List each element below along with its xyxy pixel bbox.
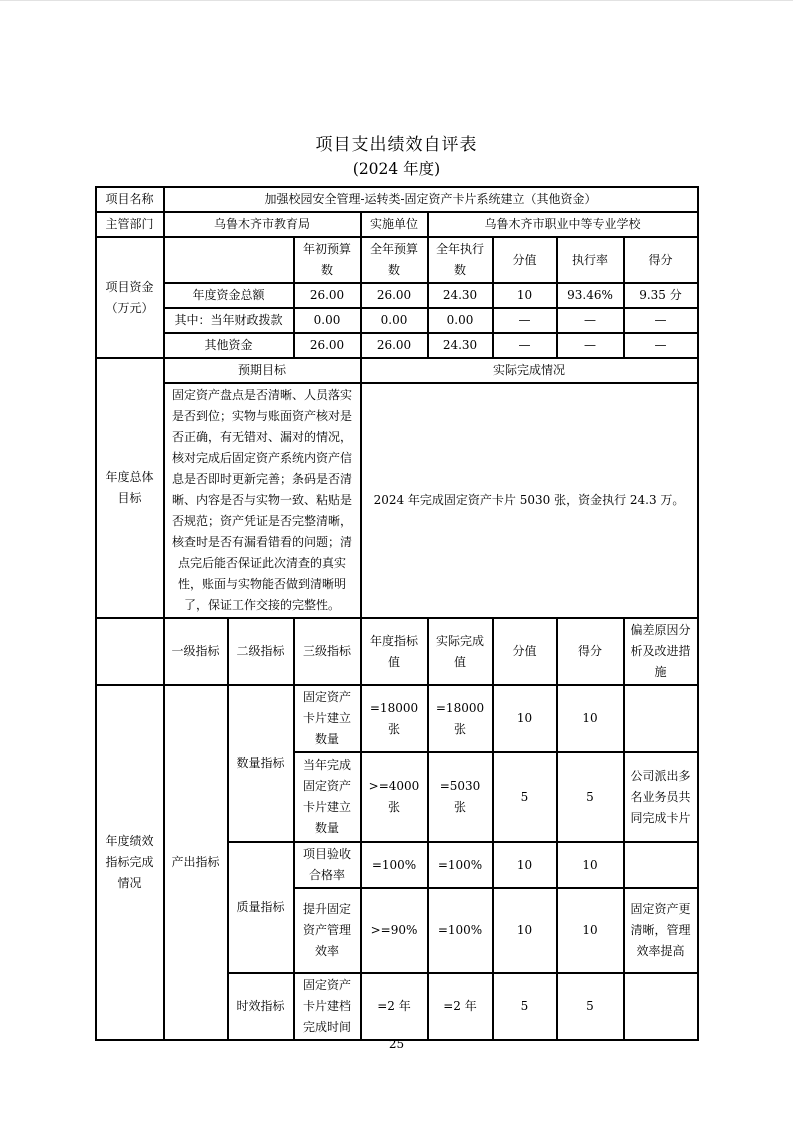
funding-cell-execution: 24.30 — [428, 283, 493, 308]
page-title: 项目支出绩效自评表 — [315, 135, 478, 155]
indicator-deviation: 固定资产更清晰，管理效率提高 — [624, 888, 698, 973]
funding-cell-budget: 26.00 — [361, 333, 428, 358]
indicator-deviation: 公司派出多名业务员共同完成卡片 — [624, 752, 698, 842]
indicator-level2-timeliness: 时效指标 — [228, 973, 294, 1040]
funding-blank-cell — [164, 237, 294, 283]
page-number: 25 — [388, 1037, 405, 1051]
indicator-score-value: 5 — [493, 973, 557, 1040]
indicator-score: 5 — [557, 752, 624, 842]
funding-cell-initial: 26.00 — [294, 333, 361, 358]
page-subtitle: (2024 年度) — [352, 160, 441, 178]
funding-row-other — [96, 333, 698, 358]
indicator-score-value: 10 — [493, 685, 557, 752]
funding-section-label: 项目资金（万元） — [96, 237, 164, 358]
goal-expected-text: 固定资产盘点是否清晰、人员落实是否到位；实物与账面资产核对是否正确，有无错对、漏对的情况，核对完成后固定资产系统内资产信息是否即时更新完善；条码是否清晰、内容是否与实物一致、粘贴是否规范；资产凭证是否完整清晰，核查时是否有漏看错看的问题；清点完后能否保证此次清查的真实性，账面与实物能否做到清晰明了，保证工作交接的完整性。 — [164, 383, 361, 618]
indicator-header-score-value: 分值 — [493, 618, 557, 685]
indicator-score-value: 10 — [493, 888, 557, 973]
indicator-deviation — [624, 685, 698, 752]
funding-row-label: 年度资金总额 — [164, 283, 294, 308]
indicator-header-score: 得分 — [557, 618, 624, 685]
funding-header-annual-execution: 全年执行数 — [428, 237, 493, 283]
indicator-target-value: =2 年 — [361, 973, 428, 1040]
funding-header-score-value: 分值 — [493, 237, 557, 283]
funding-cell-initial: 0.00 — [294, 308, 361, 333]
indicator-score: 10 — [557, 888, 624, 973]
indicator-header-level1: 一级指标 — [164, 618, 228, 685]
goal-actual-text: 2024 年完成固定资产卡片 5030 张，资金执行 24.3 万。 — [361, 383, 698, 618]
goal-section-label: 年度总体目标 — [96, 358, 164, 618]
indicator-actual-value: =18000 张 — [428, 685, 493, 752]
funding-header-initial-budget: 年初预算数 — [294, 237, 361, 283]
indicator-header-deviation: 偏差原因分析及改进措施 — [624, 618, 698, 685]
indicator-level3: 当年完成固定资产卡片建立数量 — [294, 752, 361, 842]
goal-actual-header: 实际完成情况 — [361, 358, 698, 383]
indicator-actual-value: =100% — [428, 842, 493, 888]
indicator-score-value: 10 — [493, 842, 557, 888]
indicator-section-label: 年度绩效指标完成情况 — [96, 685, 164, 1040]
funding-cell-score-value: 10 — [493, 283, 557, 308]
funding-row-fiscal — [96, 308, 698, 333]
indicator-score-value: 5 — [493, 752, 557, 842]
indicator-target-value: =18000 张 — [361, 685, 428, 752]
indicator-level2-quantity: 数量指标 — [228, 685, 294, 842]
funding-cell-score: — — [624, 333, 698, 358]
indicator-deviation — [624, 973, 698, 1040]
funding-cell-score: 9.35 分 — [624, 283, 698, 308]
indicator-score: 10 — [557, 685, 624, 752]
indicator-level3: 提升固定资产管理效率 — [294, 888, 361, 973]
funding-cell-rate: 93.46% — [557, 283, 624, 308]
indicator-target-value: =100% — [361, 842, 428, 888]
funding-cell-score: — — [624, 308, 698, 333]
implementing-unit-value: 乌鲁木齐市职业中等专业学校 — [428, 212, 698, 237]
department-value: 乌鲁木齐市教育局 — [164, 212, 361, 237]
goal-expected-header: 预期目标 — [164, 358, 361, 383]
indicator-row — [96, 685, 698, 752]
indicator-level1-value: 产出指标 — [164, 685, 228, 1040]
project-name-value: 加强校园安全管理-运转类-固定资产卡片系统建立（其他资金） — [164, 187, 698, 212]
indicator-target-value: >=90% — [361, 888, 428, 973]
project-name-label: 项目名称 — [96, 187, 164, 212]
implementing-unit-label: 实施单位 — [361, 212, 428, 237]
indicator-header-target: 年度指标值 — [361, 618, 428, 685]
row-goal-header — [96, 358, 698, 383]
indicator-header-level2: 二级指标 — [228, 618, 294, 685]
funding-row-label: 其中：当年财政拨款 — [164, 308, 294, 333]
funding-cell-rate: — — [557, 333, 624, 358]
indicator-actual-value: =2 年 — [428, 973, 493, 1040]
funding-cell-score-value: — — [493, 333, 557, 358]
indicator-deviation — [624, 842, 698, 888]
indicator-actual-value: =100% — [428, 888, 493, 973]
indicator-level3: 固定资产卡片建档完成时间 — [294, 973, 361, 1040]
funding-cell-score-value: — — [493, 308, 557, 333]
funding-header-annual-budget: 全年预算数 — [361, 237, 428, 283]
funding-header-score: 得分 — [624, 237, 698, 283]
row-project-name — [96, 187, 698, 212]
funding-row-label: 其他资金 — [164, 333, 294, 358]
funding-cell-initial: 26.00 — [294, 283, 361, 308]
funding-header-execution-rate: 执行率 — [557, 237, 624, 283]
indicator-target-value: >=4000 张 — [361, 752, 428, 842]
funding-cell-budget: 0.00 — [361, 308, 428, 333]
row-funding-header — [96, 237, 698, 283]
indicator-header-level3: 三级指标 — [294, 618, 361, 685]
row-indicator-header — [96, 618, 698, 685]
indicator-actual-value: =5030 张 — [428, 752, 493, 842]
row-department — [96, 212, 698, 237]
indicator-blank-cell — [96, 618, 164, 685]
department-label: 主管部门 — [96, 212, 164, 237]
indicator-level3: 固定资产卡片建立数量 — [294, 685, 361, 752]
indicator-score: 5 — [557, 973, 624, 1040]
indicator-level2-quality: 质量指标 — [228, 842, 294, 973]
funding-cell-budget: 26.00 — [361, 283, 428, 308]
indicator-level3: 项目验收合格率 — [294, 842, 361, 888]
indicator-header-actual: 实际完成值 — [428, 618, 493, 685]
funding-row-total — [96, 283, 698, 308]
page-top-edge — [0, 0, 793, 1]
self-evaluation-table — [95, 186, 699, 1041]
funding-cell-execution: 24.30 — [428, 333, 493, 358]
funding-cell-rate: — — [557, 308, 624, 333]
indicator-score: 10 — [557, 842, 624, 888]
funding-cell-execution: 0.00 — [428, 308, 493, 333]
row-goal-body — [96, 383, 698, 618]
